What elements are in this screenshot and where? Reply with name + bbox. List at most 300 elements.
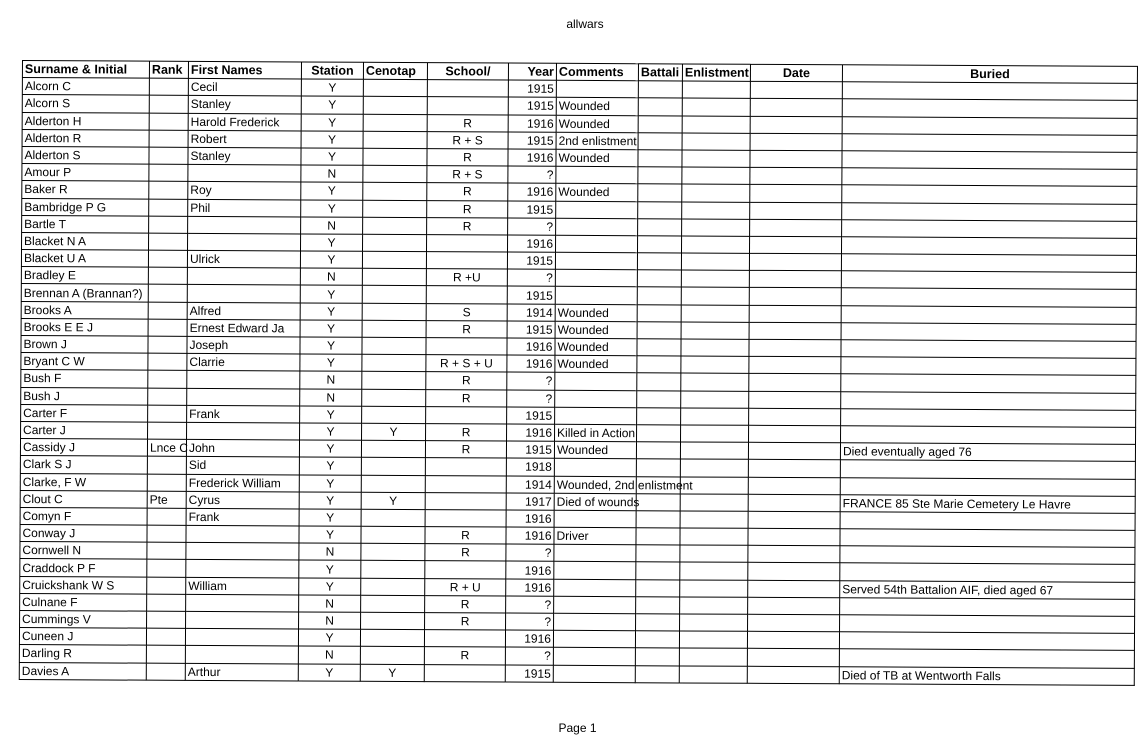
col-header-enlistment: Enlistment [682, 64, 750, 82]
buried-cell: FRANCE 85 Ste Marie Cemetery Le Havre [840, 494, 1135, 513]
comments-cell [554, 459, 636, 477]
school-cell: R [426, 424, 507, 442]
year-cell: 1915 [508, 97, 556, 114]
comments-cell [556, 201, 638, 219]
station-cell: Y [300, 354, 362, 372]
enlistment-cell [679, 666, 747, 684]
battalion-cell [637, 236, 681, 253]
cenotaph-cell [362, 320, 426, 338]
first-names-cell [187, 268, 300, 286]
surname-cell: Blacket U A [21, 250, 148, 268]
school-cell [424, 664, 505, 682]
year-cell: 1915 [507, 252, 555, 269]
surname-cell: Brooks A [21, 301, 148, 319]
enlistment-cell [682, 219, 750, 237]
cenotaph-cell [363, 183, 427, 201]
date-cell [748, 597, 840, 615]
enlistment-cell [681, 373, 749, 391]
school-cell: R [425, 544, 506, 562]
surname-cell: Alderton S [22, 146, 149, 164]
year-cell: 1916 [508, 235, 556, 252]
enlistment-cell [680, 545, 748, 563]
surname-cell: Comyn F [20, 507, 147, 525]
enlistment-cell [680, 614, 748, 632]
comments-cell [555, 390, 637, 408]
surname-cell: Conway J [20, 525, 147, 543]
rank-cell [147, 577, 186, 594]
station-cell: Y [299, 560, 361, 578]
station-cell: Y [299, 492, 361, 510]
date-cell [748, 580, 840, 598]
year-cell: 1917 [506, 493, 554, 510]
year-cell: 1916 [506, 527, 554, 544]
rank-cell [149, 199, 188, 216]
comments-cell: Wounded [554, 441, 636, 459]
rank-cell [148, 302, 187, 319]
comments-cell [554, 510, 636, 528]
station-cell: Y [299, 578, 361, 596]
cenotaph-cell [361, 544, 425, 562]
comments-cell [556, 218, 638, 236]
school-cell: R + S [427, 166, 508, 184]
rank-cell [146, 663, 185, 680]
surname-cell: Carter J [21, 421, 148, 439]
comments-cell [554, 562, 636, 580]
surname-cell: Brennan A (Brannan?) [21, 284, 148, 302]
year-cell: 1915 [507, 286, 555, 303]
cenotaph-cell [361, 612, 425, 630]
rank-cell [148, 336, 187, 353]
school-cell: R [427, 183, 508, 201]
battalion-cell [638, 150, 682, 167]
battalion-cell [636, 459, 680, 476]
cenotaph-cell [363, 79, 427, 97]
buried-cell [842, 99, 1137, 118]
buried-cell [840, 512, 1135, 531]
comments-cell: Wounded [556, 184, 638, 202]
date-cell [748, 511, 840, 529]
surname-cell: Alcorn C [22, 78, 149, 96]
station-cell: N [300, 371, 362, 389]
battalion-cell [638, 81, 682, 98]
school-cell: R [426, 372, 507, 390]
cenotaph-cell [363, 131, 427, 149]
cenotaph-cell [362, 269, 426, 287]
first-names-cell: John [186, 439, 299, 457]
enlistment-cell [681, 356, 749, 374]
first-names-cell [185, 646, 298, 664]
rank-cell [146, 646, 185, 663]
rank-cell [148, 405, 187, 422]
buried-cell [840, 546, 1135, 565]
school-cell: R [425, 595, 506, 613]
comments-cell [555, 373, 637, 391]
first-names-cell [188, 233, 301, 251]
year-cell: 1915 [507, 321, 555, 338]
buried-cell [841, 357, 1136, 376]
battalion-cell [636, 614, 680, 631]
year-cell: ? [507, 390, 555, 407]
battalion-cell [636, 442, 680, 459]
year-cell: 1918 [506, 458, 554, 475]
buried-cell [842, 134, 1137, 153]
cenotaph-cell [361, 509, 425, 527]
surname-cell: Cummings V [20, 610, 147, 628]
first-names-cell [187, 388, 300, 406]
date-cell [749, 253, 841, 271]
school-cell [426, 286, 507, 304]
battalion-cell [637, 390, 681, 407]
school-cell: R [425, 613, 506, 631]
school-cell: R [427, 217, 508, 235]
first-names-cell: Stanley [188, 96, 301, 114]
station-cell: Y [300, 406, 362, 424]
enlistment-cell [681, 287, 749, 305]
rank-cell [148, 422, 187, 439]
first-names-cell: Frank [186, 508, 299, 526]
buried-cell [842, 185, 1137, 204]
date-cell [749, 356, 841, 374]
date-cell [749, 322, 841, 340]
comments-cell [553, 648, 635, 666]
rank-cell [147, 456, 186, 473]
station-cell: Y [301, 131, 363, 149]
buried-cell [841, 323, 1136, 342]
comments-cell: Wounded, 2nd enlistment [554, 476, 636, 494]
year-cell: 1916 [508, 183, 556, 200]
enlistment-cell [681, 425, 749, 443]
first-names-cell: Frank [187, 405, 300, 423]
year-cell: 1915 [507, 407, 555, 424]
date-cell [750, 150, 842, 168]
enlistment-cell [681, 253, 749, 271]
enlistment-cell [682, 150, 750, 168]
rank-cell [149, 147, 188, 164]
school-cell: R [426, 320, 507, 338]
station-cell: N [298, 646, 360, 664]
cenotaph-cell [362, 251, 426, 269]
register-sheet [19, 60, 1137, 686]
first-names-cell [186, 543, 299, 561]
battalion-cell [637, 407, 681, 424]
year-cell: 1915 [505, 665, 553, 682]
battalion-cell [637, 339, 681, 356]
station-cell: Y [300, 303, 362, 321]
station-cell: Y [298, 629, 360, 647]
first-names-cell [186, 611, 299, 629]
buried-cell [841, 391, 1136, 410]
rank-cell [147, 542, 186, 559]
cenotaph-cell [362, 389, 426, 407]
battalion-cell [636, 579, 680, 596]
buried-cell [839, 649, 1134, 668]
enlistment-cell [681, 322, 749, 340]
rank-cell [148, 319, 187, 336]
surname-cell: Alderton H [22, 112, 149, 130]
enlistment-cell [680, 511, 748, 529]
rank-cell [148, 353, 187, 370]
rank-cell [147, 474, 186, 491]
first-names-cell [188, 164, 301, 182]
buried-cell [840, 615, 1135, 634]
comments-cell [555, 270, 637, 288]
enlistment-cell [681, 408, 749, 426]
date-cell [749, 374, 841, 392]
col-header-battalion: Battali [638, 64, 682, 81]
first-names-cell: Phil [188, 199, 301, 217]
date-cell [749, 408, 841, 426]
enlistment-cell [680, 528, 748, 546]
first-names-cell: Robert [188, 130, 301, 148]
buried-cell [842, 151, 1137, 170]
surname-cell: Baker R [22, 181, 149, 199]
first-names-cell [187, 371, 300, 389]
school-cell: R + U [425, 578, 506, 596]
register-body [19, 78, 1137, 685]
station-cell: N [301, 165, 363, 183]
cenotaph-cell [362, 372, 426, 390]
school-cell [425, 475, 506, 493]
station-cell: N [299, 595, 361, 613]
buried-cell [841, 374, 1136, 393]
rank-cell [146, 628, 185, 645]
cenotaph-cell [361, 458, 425, 476]
buried-cell [842, 168, 1137, 187]
rank-cell [147, 594, 186, 611]
surname-cell: Bambridge P G [22, 198, 149, 216]
station-cell: Y [299, 440, 361, 458]
year-cell: ? [508, 166, 556, 183]
first-names-cell: Joseph [187, 336, 300, 354]
station-cell: Y [300, 337, 362, 355]
date-cell [748, 494, 840, 512]
station-cell: Y [300, 320, 362, 338]
enlistment-cell [680, 442, 748, 460]
first-names-cell [187, 422, 300, 440]
rank-cell [149, 113, 188, 130]
year-cell: ? [506, 596, 554, 613]
surname-cell: Bradley E [21, 267, 148, 285]
battalion-cell [637, 373, 681, 390]
buried-cell [840, 529, 1135, 548]
col-header-buried: Buried [842, 65, 1137, 84]
rank-cell [149, 164, 188, 181]
rank-cell [148, 267, 187, 284]
buried-cell [839, 632, 1134, 651]
buried-cell [841, 409, 1136, 428]
enlistment-cell [680, 459, 748, 477]
battalion-cell [638, 115, 682, 132]
date-cell [750, 167, 842, 185]
surname-cell: Davies A [19, 662, 146, 680]
enlistment-cell [682, 81, 750, 99]
battalion-cell [636, 545, 680, 562]
battalion-cell [635, 665, 679, 682]
battalion-cell [636, 511, 680, 528]
date-cell [750, 185, 842, 203]
year-cell: 1915 [508, 132, 556, 149]
buried-cell [842, 116, 1137, 135]
surname-cell: Cruickshank W S [20, 576, 147, 594]
year-cell: 1915 [508, 201, 556, 218]
date-cell [749, 339, 841, 357]
cenotaph-cell [363, 97, 427, 115]
rank-cell [148, 371, 187, 388]
buried-cell [842, 202, 1137, 221]
first-names-cell: Stanley [188, 147, 301, 165]
surname-cell: Brooks E E J [21, 318, 148, 336]
enlistment-cell [682, 201, 750, 219]
first-names-cell: Frederick William [186, 474, 299, 492]
surname-cell: Alderton R [22, 129, 149, 147]
surname-cell: Cornwell N [20, 542, 147, 560]
first-names-cell: Roy [188, 182, 301, 200]
school-cell [427, 97, 508, 115]
station-cell: N [300, 268, 362, 286]
school-cell: R [425, 527, 506, 545]
station-cell: Y [298, 664, 360, 682]
school-cell [426, 252, 507, 270]
school-cell: R + S [427, 131, 508, 149]
comments-cell: Driver [554, 527, 636, 545]
year-cell: ? [505, 647, 553, 664]
station-cell: Y [299, 474, 361, 492]
date-cell [747, 666, 839, 684]
comments-cell [554, 579, 636, 597]
station-cell: Y [301, 199, 363, 217]
buried-cell: Died of TB at Wentworth Falls [839, 666, 1134, 685]
first-names-cell [185, 629, 298, 647]
station-cell: Y [301, 234, 363, 252]
rank-cell [149, 78, 188, 95]
comments-cell [553, 665, 635, 683]
cenotaph-cell [363, 234, 427, 252]
battalion-cell [637, 270, 681, 287]
comments-cell [556, 235, 638, 253]
school-cell [427, 234, 508, 252]
surname-cell: Darling R [19, 645, 146, 663]
year-cell: 1915 [506, 441, 554, 458]
first-names-cell: William [186, 577, 299, 595]
station-cell: N [301, 217, 363, 235]
comments-cell: Wounded [555, 355, 637, 373]
cenotaph-cell [362, 337, 426, 355]
enlistment-cell [681, 391, 749, 409]
year-cell: ? [508, 218, 556, 235]
date-cell [750, 99, 842, 117]
cenotaph-cell: Y [360, 664, 424, 682]
station-cell: Y [301, 79, 363, 97]
cenotaph-cell [361, 440, 425, 458]
rank-cell: Lnce C [147, 439, 186, 456]
school-cell [425, 458, 506, 476]
comments-cell: Wounded [555, 321, 637, 339]
first-names-cell: Cyrus [186, 491, 299, 509]
first-names-cell: Ulrick [187, 250, 300, 268]
first-names-cell: Clarrie [187, 354, 300, 372]
buried-cell: Served 54th Battalion AIF, died aged 67 [840, 580, 1135, 599]
enlistment-cell [681, 270, 749, 288]
battalion-cell [637, 425, 681, 442]
rank-cell [147, 508, 186, 525]
cenotaph-cell [361, 561, 425, 579]
school-cell [427, 80, 508, 98]
year-cell: 1916 [506, 579, 554, 596]
battalion-cell [635, 648, 679, 665]
surname-cell: Bush F [21, 370, 148, 388]
year-cell: ? [507, 372, 555, 389]
school-cell: S [426, 303, 507, 321]
enlistment-cell [680, 494, 748, 512]
date-cell [749, 236, 841, 254]
year-cell: 1916 [507, 338, 555, 355]
station-cell: Y [301, 96, 363, 114]
rank-cell [149, 130, 188, 147]
surname-cell: Amour P [22, 164, 149, 182]
year-cell: ? [506, 544, 554, 561]
col-header-school: School/ [427, 63, 508, 81]
school-cell: R + S + U [426, 355, 507, 373]
cenotaph-cell [360, 647, 424, 665]
cenotaph-cell [361, 526, 425, 544]
comments-cell [556, 166, 638, 184]
enlistment-cell [682, 184, 750, 202]
surname-cell: Cuneen J [19, 628, 146, 646]
year-cell: 1916 [506, 561, 554, 578]
comments-cell [556, 80, 638, 98]
rank-cell [147, 611, 186, 628]
date-cell [747, 649, 839, 667]
surname-cell: Bartle T [22, 215, 149, 233]
battalion-cell [638, 98, 682, 115]
surname-cell: Clark S J [20, 456, 147, 474]
cenotaph-cell [362, 286, 426, 304]
col-header-comments: Comments [556, 63, 638, 81]
battalion-cell [638, 201, 682, 218]
cenotaph-cell [363, 148, 427, 166]
enlistment-cell [679, 648, 747, 666]
year-cell: ? [506, 613, 554, 630]
school-cell [424, 630, 505, 648]
battalion-cell [636, 493, 680, 510]
station-cell: Y [300, 285, 362, 303]
school-cell: R [426, 389, 507, 407]
date-cell [750, 202, 842, 220]
first-names-cell: Sid [186, 457, 299, 475]
year-cell: 1916 [508, 149, 556, 166]
comments-cell: Killed in Action [555, 424, 637, 442]
cenotaph-cell [361, 578, 425, 596]
date-cell [749, 305, 841, 323]
enlistment-cell [681, 236, 749, 254]
battalion-cell [637, 304, 681, 321]
first-names-cell: Alfred [187, 302, 300, 320]
buried-cell [841, 426, 1136, 445]
first-names-cell: Ernest Edward Ja [187, 319, 300, 337]
rank-cell [147, 525, 186, 542]
comments-cell: 2nd enlistment [556, 132, 638, 150]
cenotaph-cell [360, 629, 424, 647]
enlistment-cell [680, 580, 748, 598]
first-names-cell [186, 560, 299, 578]
comments-cell: Wounded [555, 338, 637, 356]
station-cell: N [299, 543, 361, 561]
comments-cell [555, 252, 637, 270]
surname-cell: Brown J [21, 335, 148, 353]
cenotaph-cell [363, 165, 427, 183]
cenotaph-cell [362, 354, 426, 372]
year-cell: 1914 [506, 476, 554, 493]
